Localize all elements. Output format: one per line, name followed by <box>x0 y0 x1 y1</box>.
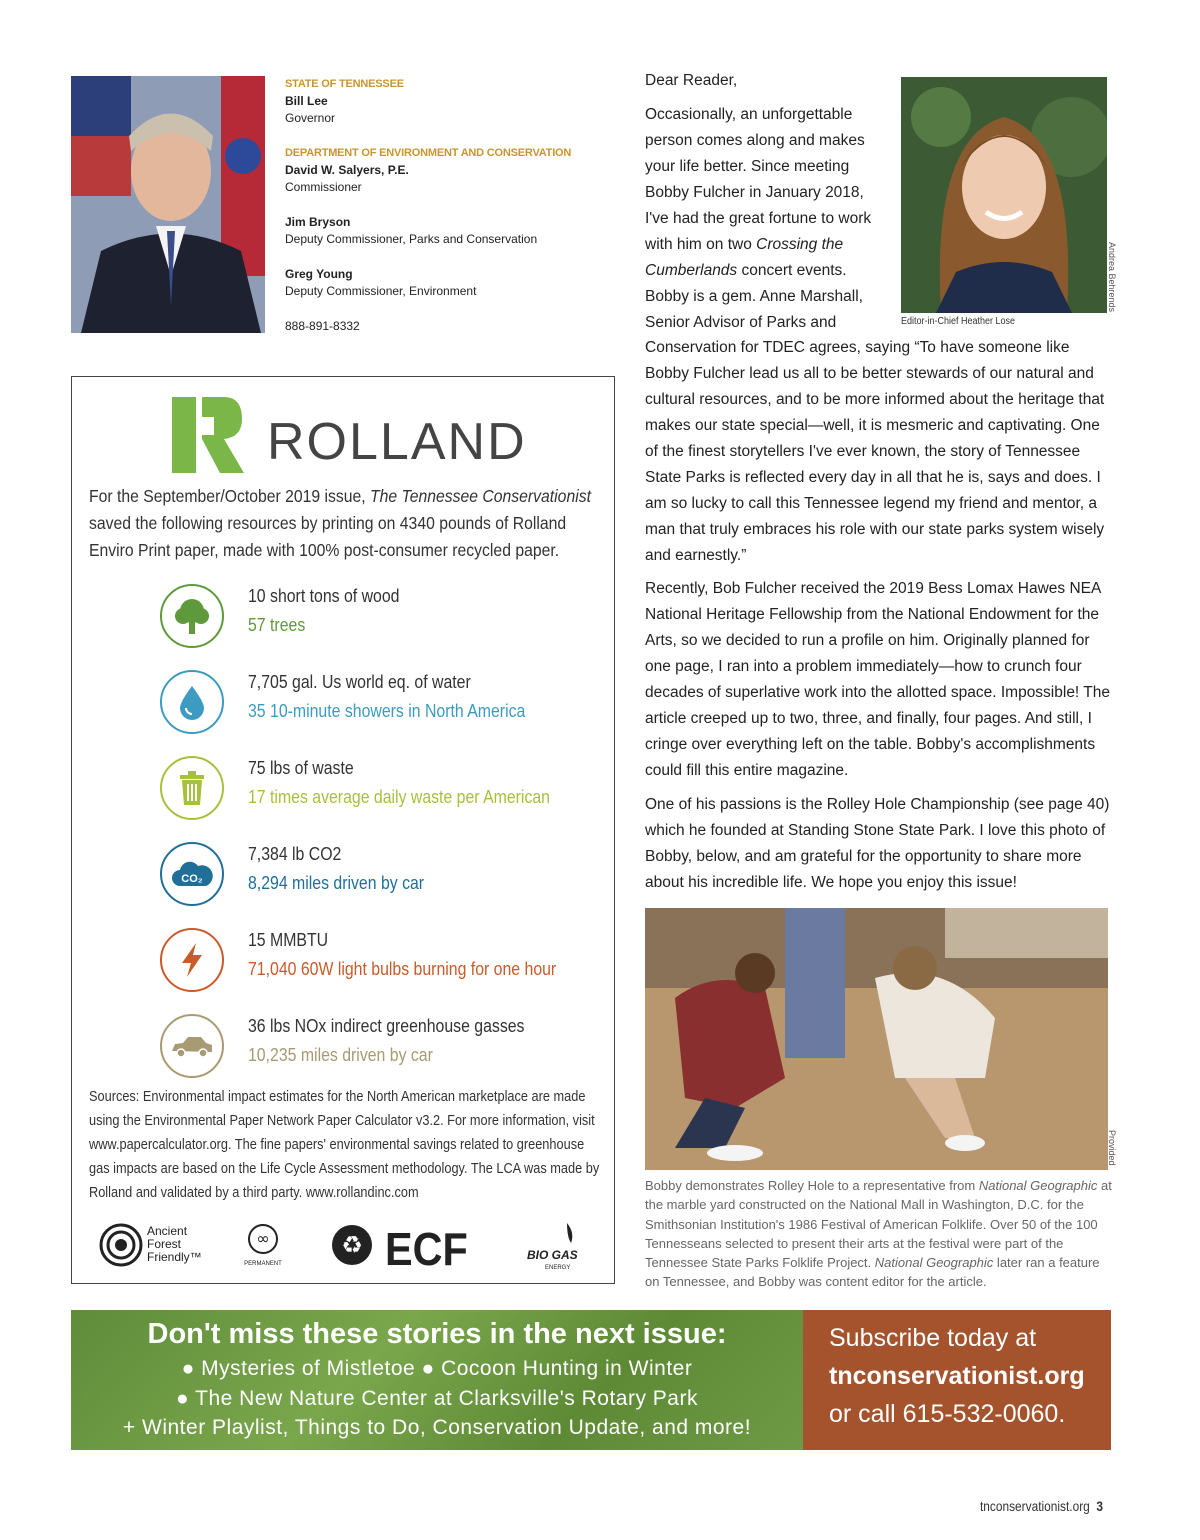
savings-item-waste: 75 lbs of waste 17 times average daily waste per American <box>160 756 600 826</box>
next-issue-line1: ● Mysteries of Mistletoe ● Cocoon Hunting in Winter <box>181 1357 693 1380</box>
subscribe-line1: Subscribe today at <box>829 1324 1037 1352</box>
next-issue-line3: + Winter Playlist, Things to Do, Conservation Update, and more! <box>122 1416 752 1439</box>
page-number: 3 <box>1096 1498 1104 1514</box>
next-issue-headline: Don't miss these stories in the next issue: <box>147 1318 727 1350</box>
commissioner-name: David W. Salyers, P.E. <box>285 163 409 177</box>
subscribe-panel[interactable] <box>803 1310 1111 1450</box>
org-department: DEPARTMENT OF ENVIRONMENT AND CONSERVATION <box>285 147 572 159</box>
subscribe-url[interactable]: tnconservationist.org <box>829 1362 1085 1390</box>
biogas-logo <box>527 1223 578 1271</box>
governor-photo <box>71 76 265 333</box>
staff-masthead <box>285 76 605 335</box>
aff-line2: Forest <box>147 1237 182 1251</box>
commissioner-title: Commissioner <box>285 180 362 194</box>
letter-p1-top: Occasionally, an unforgettable person comes along and makes your life better. Since meeting Bobby Fulcher in January 2018, I've had the great fortune to work with him on two Crossing the Cumberlands concert events. Bobby is a gem. Anne Marshall, Senior Advisor of Parks and <box>645 106 872 331</box>
bobby-rolley-hole-photo <box>645 908 1108 1170</box>
rolland-savings-box <box>71 376 615 1284</box>
next-issue-line2: ● The New Nature Center at Clarksville's Rotary Park <box>176 1387 698 1410</box>
aff-line3: Friendly™ <box>147 1250 202 1264</box>
phone-number: 888-891-8332 <box>285 319 360 333</box>
editor-photo <box>901 77 1107 313</box>
sources-note: Sources: Environmental impact estimates for the North American marketplace are made using the Environmental Paper Network Paper Calculator v3.2. For more information, visit www.papercalculator.org. The fine papers' environmental savings related to greenhouse gas impacts are based on the Life Cycle Assessment methodology. The LCA was made by Rolland and validated by a third party. www.rollandinc.com <box>89 1089 600 1201</box>
permanent-logo <box>244 1225 282 1267</box>
rolland-logo-mark <box>172 397 244 478</box>
savings-item-water: 7,705 gal. Us world eq. of water 35 10-minute showers in North America <box>160 670 600 740</box>
trash-can-icon <box>160 756 224 820</box>
savings-item-nox: 36 lbs NOx indirect greenhouse gasses 10,235 miles driven by car <box>160 1014 600 1084</box>
car-icon <box>160 1014 224 1078</box>
governor-title: Governor <box>285 111 336 125</box>
lightning-icon <box>160 928 224 992</box>
editor-photo-credit: Andrea Behrends <box>1107 242 1117 313</box>
svg-text:CO₂: CO₂ <box>181 873 203 885</box>
next-issue-banner <box>71 1310 1111 1450</box>
next-issue-panel <box>71 1310 803 1450</box>
rolland-intro: For the September/October 2019 issue, The Tennessee Conservationist saved the following resources by printing on 4340 pounds of Rolland Enviro Print paper, made with 100% post-consumer recycled paper. <box>89 486 591 560</box>
deputy2-name: Greg Young <box>285 267 353 281</box>
recycle-logo <box>332 1225 372 1265</box>
bobby-photo-caption: Bobby demonstrates Rolley Hole to a representative from National Geographic at the marble yard constructed on the National Mall in Washington, D.C. for the Smithsonian Institution's 1986 Festival of American Folklife. Over 50 of the 100 Tennesseans selected to present their arts at the festival were part of the Tennessee State Parks Folklife Project. National Geographic later ran a feature on Tennessee, and Bobby was content editor for the article. <box>645 1178 1112 1290</box>
svg-text:∞: ∞ <box>256 1229 270 1248</box>
certification-logos <box>97 1217 597 1273</box>
savings-item-co2: CO₂ 7,384 lb CO2 8,294 miles driven by car <box>160 842 600 912</box>
org-state: STATE OF TENNESSEE <box>285 78 404 90</box>
deputy1-name: Jim Bryson <box>285 215 351 229</box>
subscribe-phone: or call 615-532-0060. <box>829 1400 1066 1428</box>
savings-item-wood: 10 short tons of wood 57 trees <box>160 584 600 654</box>
page-footer <box>980 1498 1103 1514</box>
savings-item-energy: 15 MMBTU 71,040 60W light bulbs burning for one hour <box>160 928 600 998</box>
footer-site: tnconservationist.org <box>980 1498 1090 1514</box>
letter-p3: One of his passions is the Rolley Hole Championship (see page 40) which he founded at Standing Stone State Park. I love this photo of Bobby, below, and am grateful for the opportunity to share more about his incredible life. We hope you enjoy this issue! <box>645 796 1110 891</box>
letter-greeting: Dear Reader, <box>645 72 738 89</box>
deputy2-title: Deputy Commissioner, Environment <box>285 284 477 298</box>
letter-p2: Recently, Bob Fulcher received the 2019 Bess Lomax Hawes NEA National Heritage Fellowship from the National Endowment for the Arts, so we decided to run a profile on him. Originally planned for one page, I ran into a problem immediately—how to crunch four decades of superlative work into the allotted space. Impossible! The article creeped up to two, three, and finally, four pages. And still, I cringe over everything left on the table. Bobby's accomplishments could fill this entire magazine. <box>645 580 1110 779</box>
energy-label: ENERGY <box>545 1265 571 1271</box>
co2-cloud-icon <box>160 842 224 906</box>
governor-name: Bill Lee <box>285 94 328 108</box>
bobby-photo-credit: Provided <box>1107 1130 1117 1166</box>
letter-p1-bottom: Conservation for TDEC agrees, saying “To have someone like Bobby Fulcher lead us all to be better stewards of our natural and cultural resources, and to be more informed about the heritage that makes our state special—well, it is mesmeric and captivating. One of the finest storytellers I've ever known, the story of Tennessee State Parks is reflected every day in all that he is, says and does. I am so lucky to call this Tennessee legend my friend and mentor, a man that truly embraces his role with our state parks system wisely and earnestly.” <box>645 339 1105 564</box>
tree-icon <box>160 584 224 648</box>
aff-line1: Ancient <box>147 1224 188 1238</box>
biogas-label: BIO GAS <box>527 1248 578 1262</box>
editor-caption: Editor-in-Chief Heather Lose <box>901 316 1016 327</box>
ancient-forest-friendly-logo <box>101 1224 202 1265</box>
deputy1-title: Deputy Commissioner, Parks and Conservation <box>285 232 538 246</box>
svg-text:♻: ♻ <box>341 1231 363 1259</box>
water-drop-icon <box>160 670 224 734</box>
rolland-logo-word: ROLLAND <box>267 413 527 471</box>
perm-label: PERMANENT <box>244 1261 282 1267</box>
ecf-logo: ECF <box>385 1224 468 1273</box>
